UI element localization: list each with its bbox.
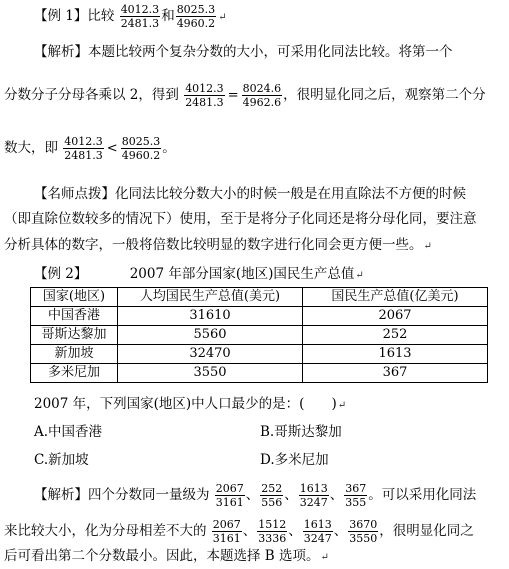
cell-per-capita: 3550	[118, 364, 303, 383]
fraction-a2: $\frac{252}{556}$	[261, 482, 283, 509]
return-mark: ↵	[423, 241, 432, 252]
cell-per-capita: 31610	[118, 307, 303, 326]
tips-text2: （即直除位数较多的情况下）使用，至于是将分子化同还是将分母化同，要注意	[4, 211, 477, 227]
option-a: A.中国香港	[34, 424, 103, 440]
header-gdp: 国民生产总值(亿美元)	[303, 288, 488, 307]
question-stem: 2007 年，下列国家(地区)中人口最少的是：( )	[34, 396, 337, 412]
fraction-2: $\frac{8025.3}{4960.2}$	[176, 3, 216, 30]
cell-gdp: 1613	[303, 345, 488, 364]
example1-label: 【例 1】	[34, 8, 88, 24]
fraction-2c: $\frac{8025.3}{4960.2}$	[121, 135, 161, 162]
cell-country: 新加坡	[31, 345, 118, 364]
option-d: D.多米尼加	[260, 452, 329, 468]
analysis1-text3a: 数大，即	[4, 140, 58, 156]
fraction-1b: $\frac{4012.3}{2481.3}$	[185, 82, 224, 109]
cell-gdp: 367	[303, 364, 488, 383]
analysis2-line1: 【解析】四个分数同一量级为 $\frac{2067}{3161}$ 、 $\frac{252}{556}$ 、 $\frac{1613}{3247}$ 、 $\frac{367}{355}$ 。可以采用化同法	[34, 482, 477, 509]
cell-country: 中国香港	[31, 307, 118, 326]
return-mark: ↵	[218, 12, 227, 23]
tips-line3	[4, 236, 432, 256]
analysis2-text1b: 。可以采用化同法	[368, 487, 477, 503]
fraction-3: $\frac{8024.6}{4962.6}$	[242, 82, 282, 109]
return-mark: ↵	[320, 552, 329, 563]
analysis2-text3: 后可看出第二个分数最小。因此，本题选择 B 选项。	[4, 548, 320, 564]
tips-line1	[34, 185, 466, 203]
tips-line2	[4, 210, 477, 228]
return-mark: ↵	[355, 270, 364, 281]
example1-line	[34, 3, 227, 30]
table-title: 2007 年部分国家(地区)国民生产总值	[129, 266, 355, 282]
option-c: C.新加坡	[34, 452, 89, 468]
table-row	[31, 364, 488, 383]
fraction-a1: $\frac{2067}{3161}$	[215, 482, 244, 509]
cell-per-capita: 32470	[118, 345, 303, 364]
analysis1-text2a: 分数分子分母各乘以 2，得到	[4, 87, 179, 103]
example2-line	[34, 265, 364, 285]
cell-country: 多米尼加	[31, 364, 118, 383]
cell-gdp: 2067	[303, 307, 488, 326]
compare-text: 比较	[87, 8, 115, 24]
analysis2-text1a: 四个分数同一量级为	[88, 487, 210, 503]
fraction-b2: $\frac{1512}{3336}$	[258, 518, 287, 545]
fraction-1: $\frac{4012.3}{2481.3}$	[120, 3, 160, 30]
return-mark: ↵	[337, 400, 347, 411]
table-row	[31, 326, 488, 345]
fraction-b1: $\frac{2067}{3161}$	[212, 518, 241, 545]
header-per-capita: 人均国民生产总值(美元)	[118, 288, 303, 307]
analysis2-line2: 来比较大小，化为分母相差不大的 $\frac{2067}{3161}$ 、 $\frac{1512}{3336}$ 、 $\frac{1613}{3247}$ 、 $\frac{3670}{3550}$ ，很明显化同之	[4, 518, 474, 545]
tips-text3: 分析具体的数字，一般将倍数比较明显的数字进行化同会更方便一些。	[4, 237, 423, 253]
analysis1-line1	[34, 43, 453, 61]
analysis2-text2a: 来比较大小，化为分母相差不大的	[4, 523, 207, 539]
fraction-b3: $\frac{1613}{3247}$	[303, 518, 332, 545]
gdp-table	[30, 287, 488, 383]
analysis-label: 【解析】	[34, 44, 88, 60]
analysis1-text1: 本题比较两个复杂分数的大小，可采用化同法比较。将第一个	[88, 44, 453, 60]
table-header-row	[31, 288, 488, 307]
cell-per-capita: 5560	[118, 326, 303, 345]
fraction-1c: $\frac{4012.3}{2481.3}$	[64, 135, 103, 162]
fraction-a3: $\frac{1613}{3247}$	[299, 482, 328, 509]
and-text: 和	[161, 8, 175, 24]
analysis2-text2b: ，很明显化同之	[379, 523, 474, 539]
option-b: B.哥斯达黎加	[260, 424, 342, 440]
period: 。	[162, 140, 176, 156]
analysis2-line3	[4, 547, 329, 567]
analysis1-text2b: ，很明显化同之后，观察第二个分	[283, 87, 486, 103]
example2-label: 【例 2】	[34, 266, 88, 282]
header-country: 国家(地区)	[31, 288, 118, 307]
analysis1-line3: 数大，即 $\frac{4012.3}{2481.3}$ < $\frac{8025.3}{4960.2}$ 。	[4, 135, 176, 162]
analysis2-label: 【解析】	[34, 487, 88, 503]
analysis1-line2: 分数分子分母各乘以 2，得到 $\frac{4012.3}{2481.3}$ = $\frac{8024.6}{4962.6}$ ，很明显化同之后，观察第二个分	[4, 82, 486, 109]
cell-gdp: 252	[303, 326, 488, 345]
fraction-b4: $\frac{3670}{3550}$	[349, 518, 378, 545]
cell-country: 哥斯达黎加	[31, 326, 118, 345]
question-text	[34, 395, 346, 415]
fraction-a4: $\frac{367}{355}$	[345, 482, 367, 509]
tips-text1: 化同法比较分数大小的时候一般是在用直除法不方便的时候	[115, 186, 466, 202]
tips-label: 【名师点拨】	[34, 186, 115, 202]
table-row	[31, 307, 488, 326]
table-row	[31, 345, 488, 364]
